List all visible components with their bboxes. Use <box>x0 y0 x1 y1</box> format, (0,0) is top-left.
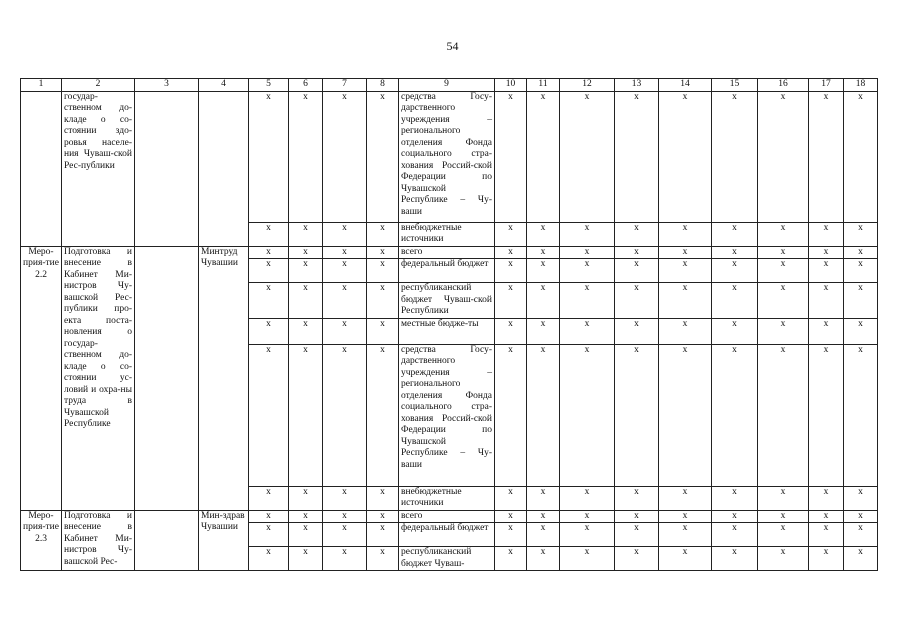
code-mark-cell: x <box>367 91 399 222</box>
funding-source-cell: республиканский бюджет Чуваш- <box>399 547 495 571</box>
amount-mark-cell: x <box>758 486 809 510</box>
code-mark-cell: x <box>289 318 323 344</box>
code-mark-cell: x <box>367 283 399 319</box>
amount-mark-cell: x <box>495 283 527 319</box>
column-number-cell: 13 <box>615 79 659 92</box>
amount-mark-cell: x <box>615 222 659 246</box>
amount-mark-cell: x <box>495 91 527 222</box>
funding-source-cell: внебюджетные источники <box>399 486 495 510</box>
amount-mark-cell: x <box>560 91 615 222</box>
code-mark-cell: x <box>289 259 323 283</box>
amount-mark-cell: x <box>659 283 712 319</box>
amount-mark-cell: x <box>659 486 712 510</box>
amount-mark-cell: x <box>809 222 844 246</box>
amount-mark-cell: x <box>659 259 712 283</box>
amount-mark-cell: x <box>560 344 615 486</box>
column-number-cell: 10 <box>495 79 527 92</box>
item-description-cell: государ-ственном до-кладе о со-стоянии здо-ровья населе-ния Чуваш-ской Рес-публики <box>62 91 135 246</box>
amount-mark-cell: x <box>758 510 809 523</box>
code-mark-cell: x <box>289 344 323 486</box>
amount-mark-cell: x <box>809 246 844 259</box>
funding-source-cell: федеральный бюджет <box>399 259 495 283</box>
code-mark-cell: x <box>367 344 399 486</box>
column-number-cell: 12 <box>560 79 615 92</box>
amount-mark-cell: x <box>495 344 527 486</box>
column-number-cell: 15 <box>712 79 758 92</box>
column-number-cell: 17 <box>809 79 844 92</box>
code-mark-cell: x <box>367 547 399 571</box>
amount-mark-cell: x <box>712 283 758 319</box>
amount-mark-cell: x <box>527 246 560 259</box>
amount-mark-cell: x <box>844 510 878 523</box>
code-mark-cell: x <box>249 344 289 486</box>
amount-mark-cell: x <box>712 318 758 344</box>
table-row <box>21 510 878 523</box>
amount-mark-cell: x <box>615 547 659 571</box>
amount-mark-cell: x <box>560 547 615 571</box>
column-number-cell: 8 <box>367 79 399 92</box>
column-number-cell: 5 <box>249 79 289 92</box>
amount-mark-cell: x <box>560 510 615 523</box>
amount-mark-cell: x <box>615 318 659 344</box>
amount-mark-cell: x <box>844 283 878 319</box>
amount-mark-cell: x <box>527 318 560 344</box>
column-number-cell: 3 <box>135 79 199 92</box>
item-code-cell <box>21 91 62 246</box>
amount-mark-cell: x <box>844 523 878 547</box>
amount-mark-cell: x <box>809 259 844 283</box>
code-mark-cell: x <box>249 547 289 571</box>
funding-source-cell: всего <box>399 246 495 259</box>
amount-mark-cell: x <box>615 523 659 547</box>
code-mark-cell: x <box>289 510 323 523</box>
code-mark-cell: x <box>289 486 323 510</box>
amount-mark-cell: x <box>659 91 712 222</box>
indicator-cell <box>135 246 199 510</box>
code-mark-cell: x <box>289 523 323 547</box>
code-mark-cell: x <box>289 547 323 571</box>
amount-mark-cell: x <box>495 547 527 571</box>
amount-mark-cell: x <box>712 486 758 510</box>
table-row <box>21 91 878 222</box>
column-number-cell: 14 <box>659 79 712 92</box>
code-mark-cell: x <box>323 91 367 222</box>
code-mark-cell: x <box>367 246 399 259</box>
code-mark-cell: x <box>289 222 323 246</box>
column-number-cell: 7 <box>323 79 367 92</box>
amount-mark-cell: x <box>527 259 560 283</box>
amount-mark-cell: x <box>560 318 615 344</box>
code-mark-cell: x <box>289 246 323 259</box>
amount-mark-cell: x <box>527 283 560 319</box>
amount-mark-cell: x <box>844 486 878 510</box>
amount-mark-cell: x <box>527 510 560 523</box>
column-number-cell: 4 <box>199 79 249 92</box>
code-mark-cell: x <box>249 283 289 319</box>
funding-source-cell: федеральный бюджет <box>399 523 495 547</box>
amount-mark-cell: x <box>659 547 712 571</box>
code-mark-cell: x <box>323 283 367 319</box>
item-description-cell: Подготовка и внесение в Кабинет Ми-нистров Чу-вашской Рес- <box>62 510 135 571</box>
amount-mark-cell: x <box>758 547 809 571</box>
amount-mark-cell: x <box>560 283 615 319</box>
indicator-cell <box>135 91 199 246</box>
amount-mark-cell: x <box>809 510 844 523</box>
amount-mark-cell: x <box>712 259 758 283</box>
item-code-cell: Меро-прия-тие 2.2 <box>21 246 62 510</box>
amount-mark-cell: x <box>712 344 758 486</box>
code-mark-cell: x <box>367 486 399 510</box>
code-mark-cell: x <box>249 222 289 246</box>
budget-table <box>20 78 878 571</box>
amount-mark-cell: x <box>758 318 809 344</box>
amount-mark-cell: x <box>844 246 878 259</box>
code-mark-cell: x <box>249 318 289 344</box>
amount-mark-cell: x <box>560 222 615 246</box>
code-mark-cell: x <box>367 259 399 283</box>
column-number-cell: 1 <box>21 79 62 92</box>
amount-mark-cell: x <box>495 523 527 547</box>
amount-mark-cell: x <box>758 222 809 246</box>
amount-mark-cell: x <box>758 246 809 259</box>
amount-mark-cell: x <box>527 91 560 222</box>
amount-mark-cell: x <box>615 486 659 510</box>
amount-mark-cell: x <box>712 222 758 246</box>
code-mark-cell: x <box>289 283 323 319</box>
code-mark-cell: x <box>249 259 289 283</box>
amount-mark-cell: x <box>758 523 809 547</box>
amount-mark-cell: x <box>615 246 659 259</box>
column-number-cell: 9 <box>399 79 495 92</box>
amount-mark-cell: x <box>495 510 527 523</box>
code-mark-cell: x <box>367 222 399 246</box>
funding-source-cell: средства Госу-дарственного учреждения – регионального отделения Фонда социального стра-хования Россий-ской Федерации по Чувашской Республике – Чу-ваши <box>399 91 495 222</box>
code-mark-cell: x <box>249 510 289 523</box>
amount-mark-cell: x <box>758 91 809 222</box>
code-mark-cell: x <box>289 91 323 222</box>
amount-mark-cell: x <box>495 222 527 246</box>
amount-mark-cell: x <box>809 523 844 547</box>
amount-mark-cell: x <box>809 344 844 486</box>
amount-mark-cell: x <box>712 547 758 571</box>
amount-mark-cell: x <box>615 283 659 319</box>
amount-mark-cell: x <box>560 246 615 259</box>
amount-mark-cell: x <box>712 91 758 222</box>
code-mark-cell: x <box>323 547 367 571</box>
column-number-cell: 18 <box>844 79 878 92</box>
amount-mark-cell: x <box>527 523 560 547</box>
code-mark-cell: x <box>367 510 399 523</box>
amount-mark-cell: x <box>527 344 560 486</box>
amount-mark-cell: x <box>659 510 712 523</box>
column-number-cell: 11 <box>527 79 560 92</box>
table-row <box>21 246 878 259</box>
code-mark-cell: x <box>367 523 399 547</box>
code-mark-cell: x <box>323 318 367 344</box>
amount-mark-cell: x <box>809 486 844 510</box>
funding-source-cell: республиканский бюджет Чуваш-ской Республики <box>399 283 495 319</box>
code-mark-cell: x <box>323 259 367 283</box>
code-mark-cell: x <box>323 344 367 486</box>
item-description-cell: Подготовка и внесение в Кабинет Ми-нистров Чу-вашской Рес-публики про-екта поста-новления о государ-ственном до-кладе о со-стоянии ус-ловий и охра-ны труда в Чувашской Республике <box>62 246 135 510</box>
code-mark-cell: x <box>249 486 289 510</box>
code-mark-cell: x <box>323 486 367 510</box>
amount-mark-cell: x <box>615 259 659 283</box>
executor-cell <box>199 91 249 246</box>
column-number-cell: 2 <box>62 79 135 92</box>
amount-mark-cell: x <box>844 318 878 344</box>
funding-source-cell: средства Госу-дарственного учреждения – регионального отделения Фонда социального стра-хования Россий-ской Федерации по Чувашской Республике – Чу-ваши <box>399 344 495 486</box>
indicator-cell <box>135 510 199 571</box>
item-code-cell: Меро-прия-тие 2.3 <box>21 510 62 571</box>
column-number-row <box>21 79 878 92</box>
amount-mark-cell: x <box>615 344 659 486</box>
amount-mark-cell: x <box>495 486 527 510</box>
amount-mark-cell: x <box>560 523 615 547</box>
funding-source-cell: всего <box>399 510 495 523</box>
code-mark-cell: x <box>323 510 367 523</box>
code-mark-cell: x <box>323 523 367 547</box>
amount-mark-cell: x <box>809 318 844 344</box>
amount-mark-cell: x <box>844 91 878 222</box>
amount-mark-cell: x <box>659 523 712 547</box>
code-mark-cell: x <box>249 91 289 222</box>
amount-mark-cell: x <box>809 283 844 319</box>
amount-mark-cell: x <box>844 547 878 571</box>
amount-mark-cell: x <box>844 222 878 246</box>
amount-mark-cell: x <box>495 318 527 344</box>
amount-mark-cell: x <box>560 259 615 283</box>
table-body <box>21 79 878 571</box>
code-mark-cell: x <box>249 246 289 259</box>
funding-source-cell: внебюджетные источники <box>399 222 495 246</box>
code-mark-cell: x <box>367 318 399 344</box>
amount-mark-cell: x <box>809 547 844 571</box>
amount-mark-cell: x <box>527 486 560 510</box>
amount-mark-cell: x <box>712 510 758 523</box>
amount-mark-cell: x <box>659 318 712 344</box>
amount-mark-cell: x <box>615 91 659 222</box>
executor-cell: Мин-здрав Чувашии <box>199 510 249 571</box>
amount-mark-cell: x <box>527 222 560 246</box>
amount-mark-cell: x <box>844 259 878 283</box>
code-mark-cell: x <box>249 523 289 547</box>
amount-mark-cell: x <box>758 283 809 319</box>
column-number-cell: 6 <box>289 79 323 92</box>
amount-mark-cell: x <box>844 344 878 486</box>
amount-mark-cell: x <box>712 246 758 259</box>
amount-mark-cell: x <box>495 246 527 259</box>
funding-source-cell: местные бюдже-ты <box>399 318 495 344</box>
amount-mark-cell: x <box>758 259 809 283</box>
page-number: 54 <box>446 39 459 53</box>
amount-mark-cell: x <box>527 547 560 571</box>
amount-mark-cell: x <box>495 259 527 283</box>
code-mark-cell: x <box>323 246 367 259</box>
amount-mark-cell: x <box>758 344 809 486</box>
amount-mark-cell: x <box>560 486 615 510</box>
amount-mark-cell: x <box>712 523 758 547</box>
amount-mark-cell: x <box>659 246 712 259</box>
amount-mark-cell: x <box>615 510 659 523</box>
column-number-cell: 16 <box>758 79 809 92</box>
executor-cell: Минтруд Чувашии <box>199 246 249 510</box>
code-mark-cell: x <box>323 222 367 246</box>
amount-mark-cell: x <box>659 344 712 486</box>
amount-mark-cell: x <box>809 91 844 222</box>
amount-mark-cell: x <box>659 222 712 246</box>
